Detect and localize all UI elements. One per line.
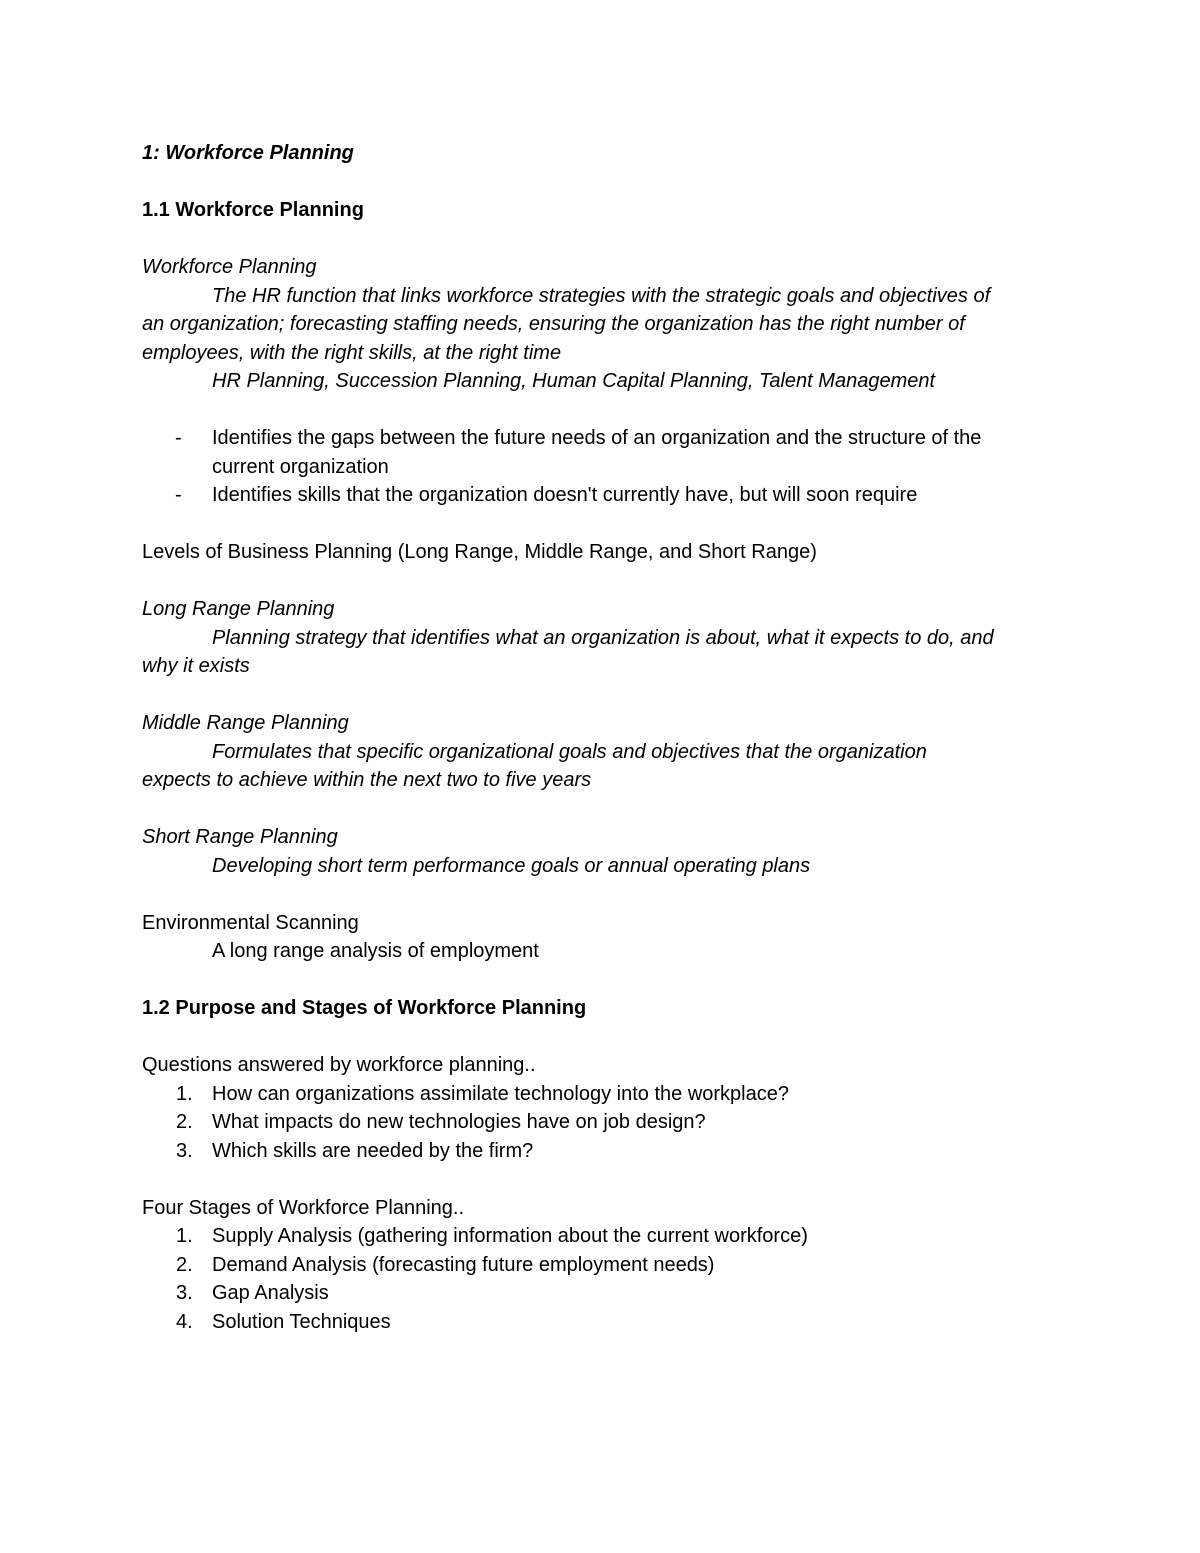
definition-line: an organization; forecasting staffing needs, ensuring the organization has the right number of <box>142 313 965 335</box>
spacer <box>142 1023 1062 1052</box>
document-page <box>142 139 1062 1336</box>
spacer <box>142 880 1062 909</box>
term-short-range: Short Range Planning <box>142 826 338 848</box>
list-item <box>142 1308 1062 1337</box>
list-item-text: What impacts do new technologies have on job design? <box>212 1111 706 1133</box>
list-item-text: Supply Analysis (gathering information about the current workforce) <box>212 1225 808 1247</box>
list-item-text: Identifies skills that the organization doesn't currently have, but will soon require <box>212 484 918 506</box>
questions-intro: Questions answered by workforce planning.. <box>142 1054 536 1076</box>
term-long-range: Long Range Planning <box>142 598 335 620</box>
levels-heading: Levels of Business Planning (Long Range, Middle Range, and Short Range) <box>142 541 817 563</box>
list-item-text: Gap Analysis <box>212 1282 329 1304</box>
list-item-text: Solution Techniques <box>212 1310 391 1333</box>
term-environmental-scanning: Environmental Scanning <box>142 911 359 934</box>
list-number: 1. <box>176 1225 193 1247</box>
list-item <box>142 1137 1062 1166</box>
definition-line: Formulates that specific organizational goals and objectives that the organization <box>212 740 927 763</box>
list-item-text: How can organizations assimilate technology into the workplace? <box>212 1082 789 1105</box>
list-number: 2. <box>176 1253 193 1276</box>
definition-line: employees, with the right skills, at the right time <box>142 341 562 364</box>
synonyms-line: HR Planning, Succession Planning, Human Capital Planning, Talent Management <box>212 370 936 392</box>
list-number: 3. <box>176 1139 193 1162</box>
definition-line: why it exists <box>142 655 250 677</box>
chapter-title: 1: Workforce Planning <box>142 142 354 164</box>
definition-line: expects to achieve within the next two to five years <box>142 769 592 791</box>
spacer <box>142 225 1062 254</box>
spacer <box>142 795 1062 824</box>
list-item-continuation <box>142 453 1062 482</box>
list-item <box>142 1279 1062 1308</box>
section-heading-1-1: 1.1 Workforce Planning <box>142 199 364 221</box>
stages-intro: Four Stages of Workforce Planning.. <box>142 1196 465 1219</box>
bullet-list <box>142 424 1062 510</box>
spacer <box>142 510 1062 539</box>
list-number: 1. <box>176 1082 193 1105</box>
definition-line: The HR function that links workforce strategies with the strategic goals and objectives of <box>212 284 991 307</box>
list-item <box>142 424 1062 453</box>
list-item-text: Which skills are needed by the firm? <box>212 1139 534 1162</box>
spacer <box>142 567 1062 596</box>
definition-line: A long range analysis of employment <box>212 940 539 962</box>
list-number: 2. <box>176 1111 193 1133</box>
list-item-text: Identifies the gaps between the future needs of an organization and the structure of the <box>212 427 982 449</box>
definition-line: Developing short term performance goals or annual operating plans <box>212 854 811 877</box>
numbered-list-stages <box>142 1222 1062 1336</box>
term-middle-range: Middle Range Planning <box>142 712 349 734</box>
bullet-marker: - <box>175 427 182 449</box>
spacer <box>142 966 1062 995</box>
list-number: 4. <box>176 1310 193 1333</box>
spacer <box>142 396 1062 425</box>
list-item <box>142 1222 1062 1251</box>
list-item-text: current organization <box>212 455 389 478</box>
list-item-text: Demand Analysis (forecasting future employment needs) <box>212 1253 715 1276</box>
definition-line: Planning strategy that identifies what an organization is about, what it expects to do, and <box>212 626 994 649</box>
term-workforce-planning: Workforce Planning <box>142 256 317 278</box>
numbered-list-questions <box>142 1080 1062 1166</box>
list-number: 3. <box>176 1282 193 1304</box>
section-heading-1-2: 1.2 Purpose and Stages of Workforce Planning <box>142 997 587 1019</box>
bullet-marker: - <box>175 484 182 506</box>
spacer <box>142 168 1062 197</box>
list-item <box>142 1080 1062 1109</box>
spacer <box>142 681 1062 710</box>
list-item <box>142 1108 1062 1137</box>
list-item <box>142 481 1062 510</box>
spacer <box>142 1165 1062 1194</box>
list-item <box>142 1251 1062 1280</box>
